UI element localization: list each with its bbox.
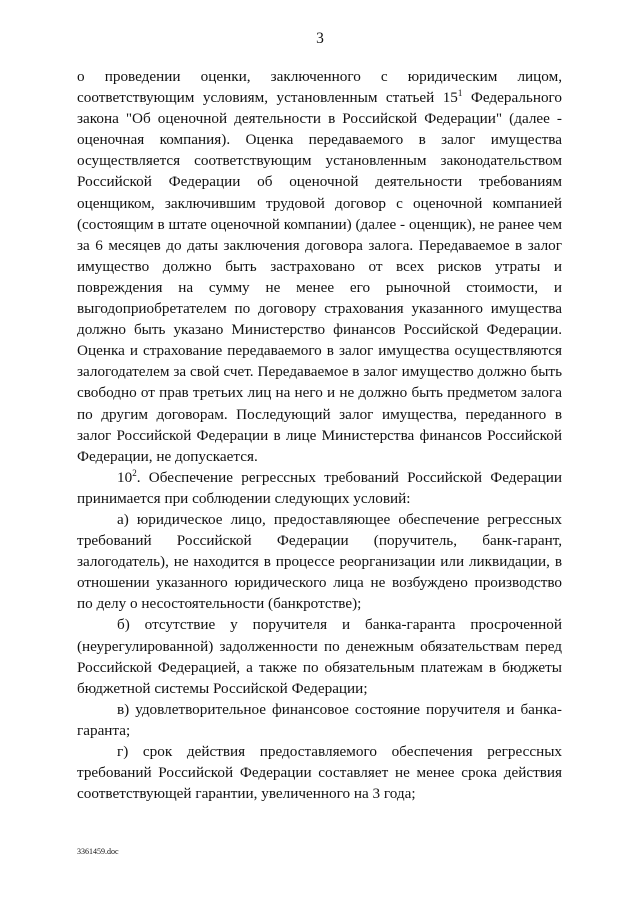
paragraph-text: г) срок действия предоставляемого обеспечения регрессных требований Российской Федерации составляет не менее срока действия соответствующей гарантии, увеличенного на 3 года; — [77, 743, 562, 803]
paragraph-10-2 — [77, 467, 562, 509]
paragraph-text: . Обеспечение регрессных требований Российской Федерации принимается при соблюдении следующих условий: — [77, 468, 562, 507]
subclause-g — [77, 741, 562, 804]
page-number: 3 — [316, 30, 324, 47]
clause-number: 10 — [117, 468, 133, 486]
paragraph-text: Федерального закона "Об оценочной деятельности в Российской Федерации" (далее - оценочная компания). Оценка передаваемого в залог имущества осуществляется соответствующим установленным законодательством Российской Федерации об оценочной деятельности требованиям оценщиком, заключившим трудовой договор с оценочной компанией (состоящим в штате оценочной компании) (далее - оценщик), не ранее чем за 6 месяцев до даты заключения договора залога. Передаваемое в залог имущество должно быть застраховано от всех рисков утраты и повреждения на сумму не менее его рыночной стоимости, и выгодоприобретателем по договору страхования указанного имущества должно быть указано Министерство финансов Российской Федерации. Оценка и страхование передаваемого в залог имущества осуществляются залогодателем за свой счет. Передаваемое в залог имущество должно быть свободно от прав третьих лиц на него и не должно быть предметом залога по другим договорам. Последующий залог имущества, переданного в залог Российской Федерации в лице Министерства финансов Российской Федерации, не допускается. — [77, 89, 562, 465]
document-body — [77, 66, 562, 804]
file-name-footer: 3361459.doc — [77, 847, 119, 856]
paragraph-text: б) отсутствие у поручителя и банка-гаранта просроченной (неурегулированной) задолженности по денежным обязательствам перед Российской Федерацией, а также по обязательным платежам в бюджеты бюджетной системы Российской Федерации; — [77, 616, 562, 697]
paragraph-valuation — [77, 66, 562, 467]
superscript: 2 — [132, 467, 137, 478]
paragraph-text: о проведении оценки, заключенного с юридическим лицом, соответствующим условиям, установленным статьей 15 — [77, 68, 562, 107]
superscript: 1 — [457, 88, 463, 99]
subclause-a — [77, 509, 562, 614]
paragraph-text: в) удовлетворительное финансовое состояние поручителя и банка-гаранта; — [77, 700, 562, 739]
subclause-b — [77, 614, 562, 698]
subclause-v — [77, 699, 562, 741]
paragraph-text: а) юридическое лицо, предоставляющее обеспечение регрессных требований Российской Федерации (поручитель, банк-гарант, залогодатель), не находится в процессе реорганизации или ликвидации, в отношении указанного юридического лица не возбуждено производство по делу о несостоятельности (банкротстве); — [77, 510, 562, 613]
